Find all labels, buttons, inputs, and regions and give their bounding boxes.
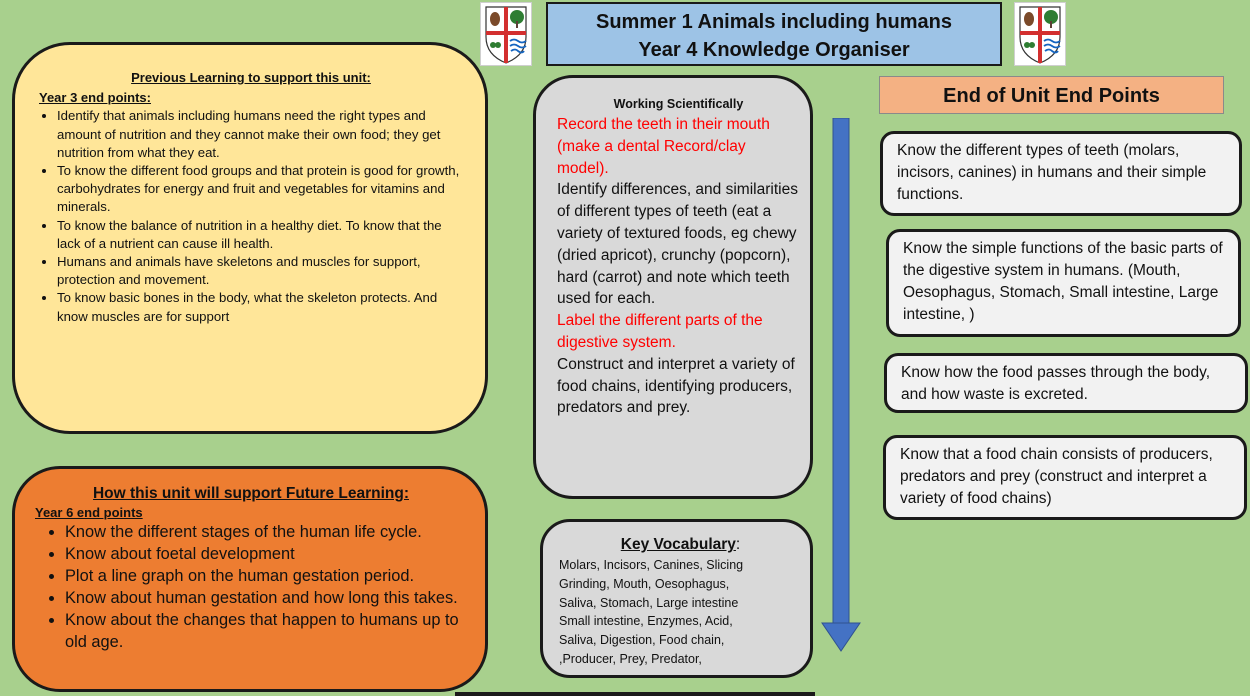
end-point-card: Know that a food chain consists of producers, predators and prey (construct and interpret a variety of food chains) [883,435,1247,520]
vocab-line: Molars, Incisors, Canines, Slicing [559,558,744,572]
vocab-line: Saliva, Digestion, Food chain, [559,633,725,648]
list-item: • Plot a line graph on the human gestation period. [65,565,467,587]
vocab-line: Saliva, Stomach, Large intestine [559,595,739,610]
list-item: • Know about the changes that happen to humans up to old age. [65,609,467,653]
body-text: Identify differences, and similarities of different types of teeth (eat a variety of textured foods, eg chewy (dried apricot), crunchy (popcorn), hard (carrot) and note which teeth used for each. [557,181,798,308]
vocab-line: Grinding, Mouth, Oesophagus, [559,576,730,591]
title-line-1: Summer 1 Animals including humans [596,11,952,33]
list-item: • To know the different food groups and that protein is good for growth, carbohydrates for energy and fruit and vegetables for vitamins and minerals. [57,162,463,217]
future-learning-list [35,521,467,653]
future-learning-heading: How this unit will support Future Learning: [92,485,409,502]
future-learning-panel [12,466,488,692]
year3-subheading: Year 3 end points: [39,90,151,106]
key-vocabulary-panel [540,519,813,678]
working-scientifically-heading: Working Scientifically [613,97,744,111]
list-item: • Know the different stages of the human life cycle. [65,521,467,543]
end-point-card: Know the different types of teeth (molars, incisors, canines) in humans and their simple functions. [880,131,1242,216]
key-vocabulary-heading [559,534,802,556]
school-crest-icon [480,2,532,66]
previous-learning-list [39,107,463,325]
list-item: • To know basic bones in the body, what the skeleton protects. And know muscles are for support [57,289,463,325]
list-item: • Know about human gestation and how long this takes. [65,587,467,609]
list-item: • Humans and animals have skeletons and muscles for support, protection and movement. [57,253,463,289]
page-title [546,2,1002,66]
highlight-text: Record the teeth in their mouth (make a dental Record/clay model). [557,116,770,177]
previous-learning-heading: Previous Learning to support this unit: [131,70,371,85]
key-vocabulary-colon: : [735,536,741,553]
body-text: Construct and interpret a variety of food chains, identifying producers, predators and prey. [557,355,795,417]
highlight-text: Label the different parts of the digestive system. [557,312,763,351]
list-item: • Identify that animals including humans need the right types and amount of nutrition and they cannot make their own food; they get nutrition from what they eat. [57,107,463,162]
end-points-heading: End of Unit End Points [879,76,1224,114]
working-scientifically-panel [533,75,813,499]
year6-subheading: Year 6 end points [35,505,143,520]
title-line-2: Year 4 Knowledge Organiser [638,39,910,61]
key-vocabulary-title: Key Vocabulary [620,536,736,553]
end-point-card: Know how the food passes through the body, and how waste is excreted. [884,353,1248,413]
school-crest-icon [1014,2,1066,66]
end-point-card: Know the simple functions of the basic parts of the digestive system in humans. (Mouth, Oesophagus, Stomach, Small intestine, Large intestine, ) [886,229,1241,337]
previous-learning-panel [12,42,488,434]
down-arrow-icon [820,118,862,653]
list-item: • Know about foetal development [65,543,467,565]
vocab-line: ,Producer, Prey, Predator, [559,651,702,666]
vocab-line: Small intestine, Enzymes, Acid, [559,614,733,629]
list-item: • To know the balance of nutrition in a healthy diet. To know that the lack of a nutrient can cause ill health. [57,217,463,253]
divider [455,692,815,696]
